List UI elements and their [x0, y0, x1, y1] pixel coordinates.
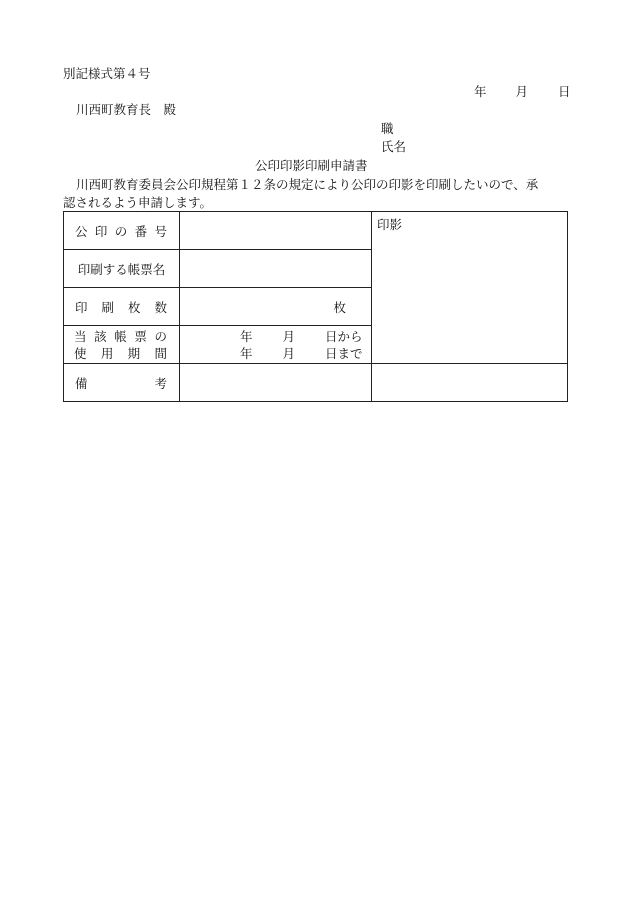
application-table [63, 211, 568, 402]
seal-impression-cell[interactable] [372, 212, 568, 364]
applicant-name: 氏名 [381, 139, 407, 154]
copies-unit: 枚 [333, 299, 346, 315]
remarks-extra-cell[interactable] [372, 364, 568, 402]
date-day: 日 [558, 84, 571, 99]
period-to: 年 月 日まで [240, 345, 363, 361]
form-name-cell[interactable] [180, 250, 372, 288]
period-from: 年 月 日から [240, 328, 363, 344]
remarks-label: 備 考 [64, 364, 180, 402]
seal-number-label: 公 印 の 番 号 [64, 212, 180, 250]
form-number: 別記様式第４号 [63, 66, 151, 81]
seal-number-cell[interactable] [180, 212, 372, 250]
addressee: 川西町教育長 殿 [76, 102, 177, 117]
applicant-position: 職 [381, 121, 394, 136]
form-name-label: 印刷する帳票名 [64, 250, 180, 288]
body-text-line2: 認されるよう申請します。 [63, 195, 213, 210]
date-year: 年 [474, 84, 487, 99]
date-line [474, 84, 571, 99]
copies-cell[interactable] [180, 288, 372, 326]
copies-label: 印 刷 枚 数 [64, 288, 180, 326]
date-month: 月 [515, 84, 529, 99]
usage-period-label: 当 該 帳 票 の 使 用 期 間 [64, 326, 180, 364]
body-text-line1: 川西町教育委員会公印規程第１２条の規定により公印の印影を印刷したいので、承 [76, 177, 539, 192]
remarks-cell[interactable] [180, 364, 372, 402]
usage-period-cell[interactable] [180, 326, 372, 364]
seal-impression-label: 印影 [377, 217, 403, 232]
document-title: 公印印影印刷申請書 [255, 158, 368, 173]
